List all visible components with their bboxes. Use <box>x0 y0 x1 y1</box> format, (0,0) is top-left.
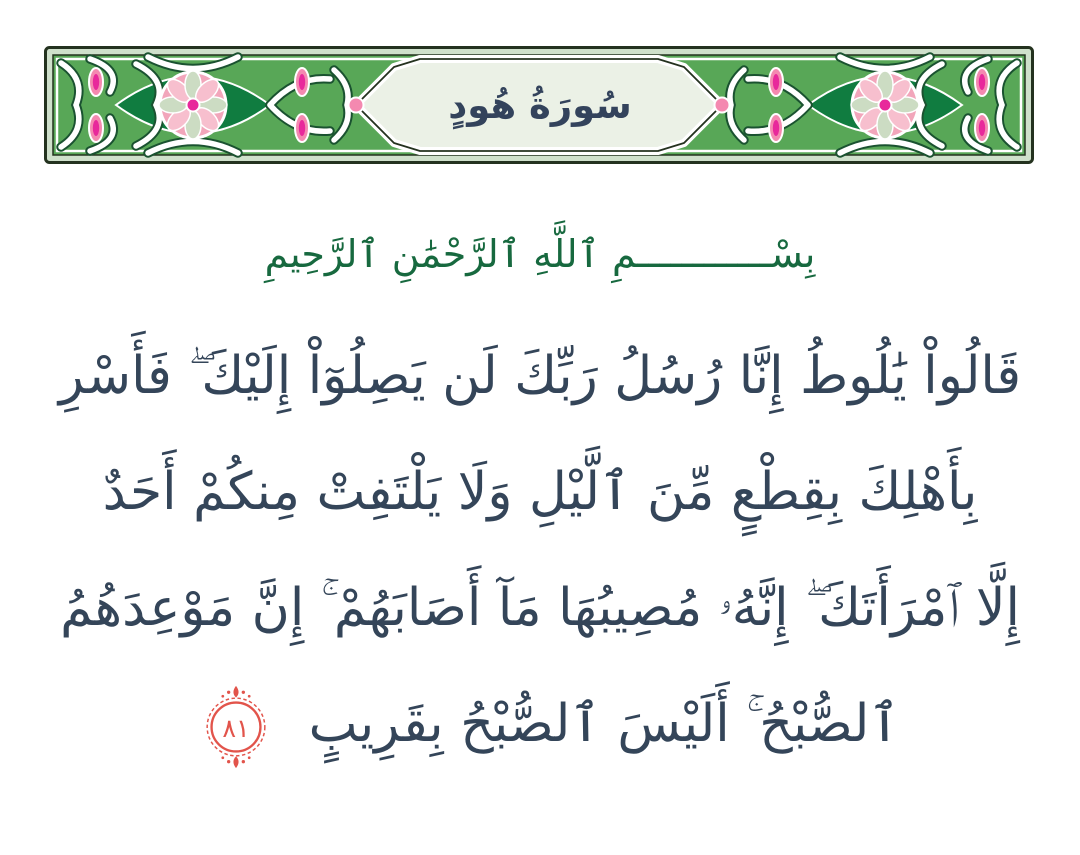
verse-number: ٨١ <box>222 712 250 743</box>
verse-end-medallion-icon <box>192 683 280 771</box>
verse-text-4: ٱلصُّبْحُ ۚ أَلَيْسَ ٱلصُّبْحُ بِقَرِيبٍ <box>308 694 900 754</box>
verse-line-3 <box>0 550 1080 666</box>
verse-line-2 <box>0 434 1080 550</box>
surah-title: سُورَةُ هُودٍ <box>448 83 632 127</box>
verse-text-2: بِأَهْلِكَ بِقِطْعٍ مِّنَ ٱلَّيْلِ وَلَا يَلْتَفِتْ مِنكُمْ أَحَدٌ <box>102 462 978 522</box>
verse-text-1: قَالُواْ يَٰلُوطُ إِنَّا رُسُلُ رَبِّكَ لَن يَصِلُوٓاْ إِلَيْكَ ۖ فَأَسْرِ <box>58 346 1022 406</box>
verse-line-1 <box>0 318 1080 434</box>
bismillah-text: بِسْــــــــــــمِ ٱللَّهِ ٱلرَّحْمَٰنِ ٱلرَّحِيمِ <box>264 232 816 276</box>
verse-line-4 <box>0 666 1080 782</box>
verse-text-3: إِلَّا ٱمْرَأَتَكَ ۖ إِنَّهُۥ مُصِيبُهَا مَآ أَصَابَهُمْ ۚ إِنَّ مَوْعِدَهُمُ <box>60 578 1020 638</box>
verse-block <box>0 318 1080 782</box>
